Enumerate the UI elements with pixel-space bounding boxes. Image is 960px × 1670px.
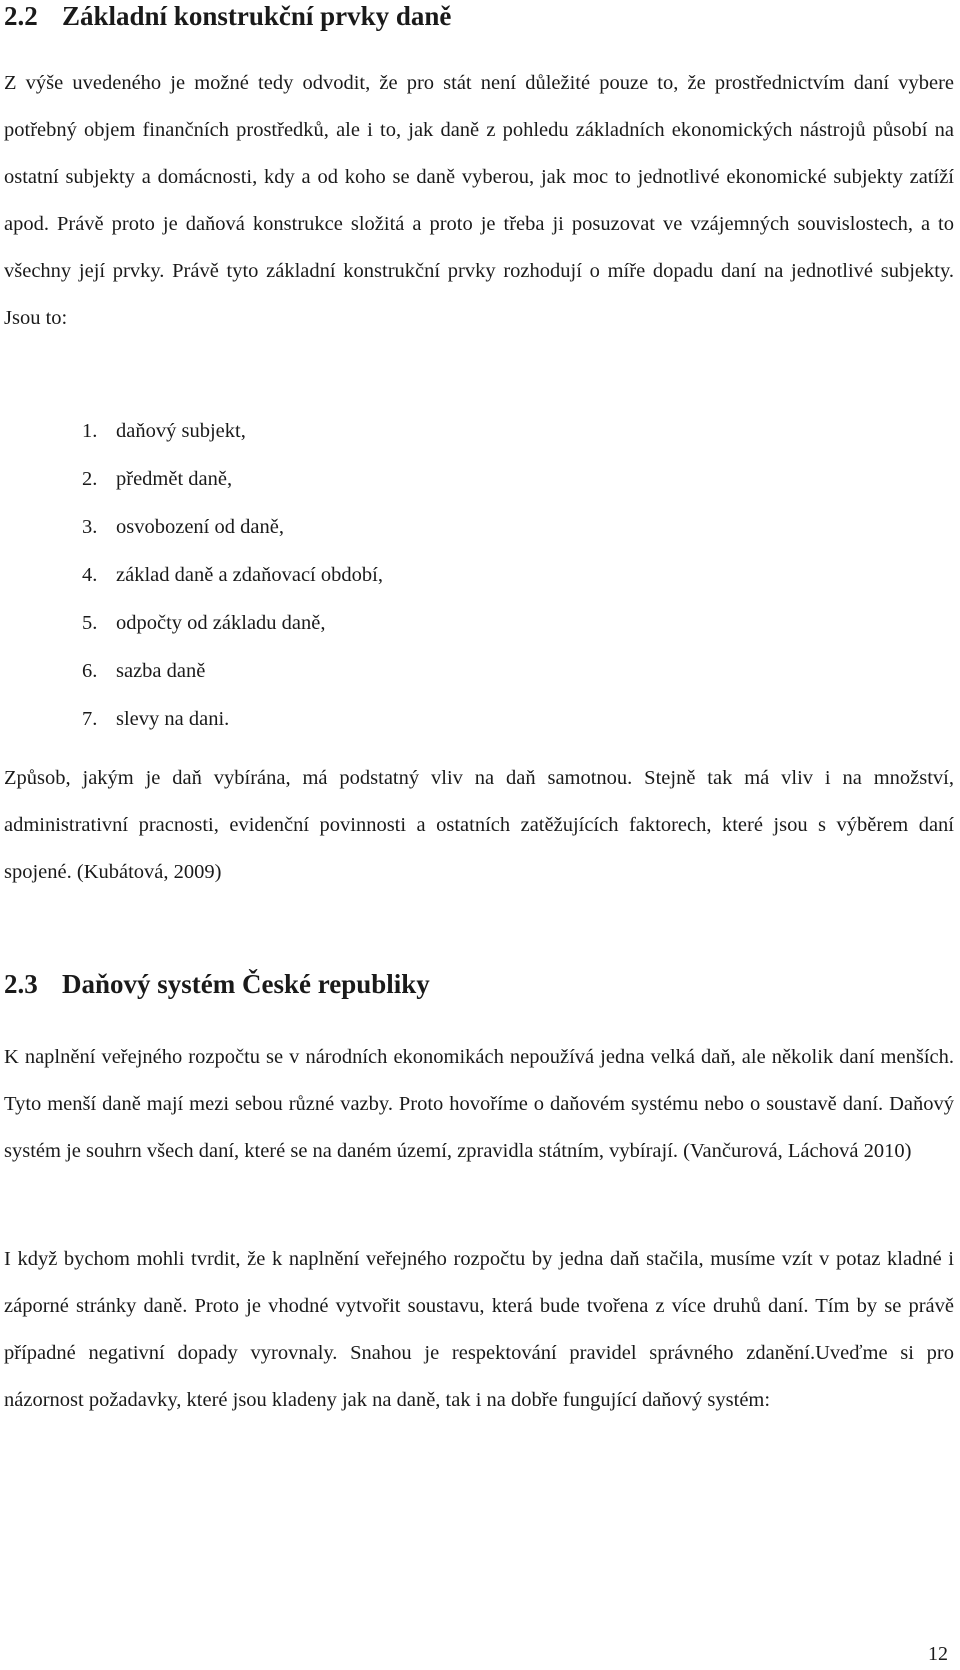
paragraph-requirements: I když bychom mohli tvrdit, že k naplnění veřejného rozpočtu by jedna daň stačila, musíme vzít v potaz kladné i záporné stránky daně. Proto je vhodné vytvořit soustavu, která bude tvořena z více druhů daní. Tím by se právě případné negativní dopady vyrovnaly. Snahou je respektování pravidel správného zdanění.Uveďme si pro názornost požadavky, které jsou kladeny jak na daně, tak i na dobře fungující daňový systém: bbox=[4, 1248, 954, 1411]
section-title: Daňový systém České republiky bbox=[62, 969, 430, 999]
paragraph-collection-method: Způsob, jakým je daň vybírána, má podstatný vliv na daň samotnou. Stejně tak má vliv i na množství, administrativní pracnosti, evidenční povinnosti a ostatních zatěžujících faktorech, které jsou s výběrem daní spojené. (Kubátová, 2009) bbox=[4, 767, 954, 883]
list-item bbox=[82, 455, 383, 503]
list-item-number: 6. bbox=[82, 660, 98, 682]
section-number: 2.2 bbox=[4, 1, 38, 31]
paragraph-intro: Z výše uvedeného je možné tedy odvodit, že pro stát není důležité pouze to, že prostřednictvím daní vybere potřebný objem finančních prostředků, ale i to, jak daně z pohledu základních ekonomických nástrojů působí na ostatní subjekty a domácnosti, kdy a od koho se daně vyberou, jak moc to jednotlivé ekonomické subjekty zatíží apod. Právě proto je daňová konstrukce složitá a proto je třeba ji posuzovat ve vzájemných souvislostech, a to všechny její prvky. Právě tyto základní konstrukční prvky rozhodují o míře dopadu daní na jednotlivé subjekty. Jsou to: bbox=[4, 72, 954, 329]
section-title: Základní konstrukční prvky daně bbox=[62, 1, 452, 31]
list-item bbox=[82, 551, 383, 599]
list-item-number: 5. bbox=[82, 612, 98, 634]
list-item-text: základ daně a zdaňovací období, bbox=[116, 564, 383, 586]
list-item-text: osvobození od daně, bbox=[116, 516, 284, 538]
list-item-number: 3. bbox=[82, 516, 98, 538]
list-item-number: 2. bbox=[82, 468, 98, 490]
section-heading-2-3 bbox=[4, 968, 430, 1000]
section-number: 2.3 bbox=[4, 969, 38, 999]
list-item-text: sazba daně bbox=[116, 660, 206, 682]
list-item-text: předmět daně, bbox=[116, 468, 233, 490]
list-item-number: 1. bbox=[82, 420, 98, 442]
list-item bbox=[82, 503, 383, 551]
list-item-text: daňový subjekt, bbox=[116, 420, 246, 442]
list-item-number: 7. bbox=[82, 708, 98, 730]
list-item bbox=[82, 647, 383, 695]
list-item-text: odpočty od základu daně, bbox=[116, 612, 326, 634]
section-heading-2-2 bbox=[4, 0, 451, 32]
list-item-text: slevy na dani. bbox=[116, 708, 230, 730]
paragraph-tax-system: K naplnění veřejného rozpočtu se v národních ekonomikách nepoužívá jedna velká daň, ale několik daní menších. Tyto menší daně mají mezi sebou různé vazby. Proto hovoříme o daňovém systému nebo o soustavě daní. Daňový systém je souhrn všech daní, které se na daném území, zpravidla státním, vybírají. (Vančurová, Láchová 2010) bbox=[4, 1046, 954, 1162]
construction-elements-list bbox=[82, 407, 383, 743]
list-item-number: 4. bbox=[82, 564, 98, 586]
list-item bbox=[82, 407, 383, 455]
list-item bbox=[82, 695, 383, 743]
list-item bbox=[82, 599, 383, 647]
page-number: 12 bbox=[928, 1643, 948, 1665]
